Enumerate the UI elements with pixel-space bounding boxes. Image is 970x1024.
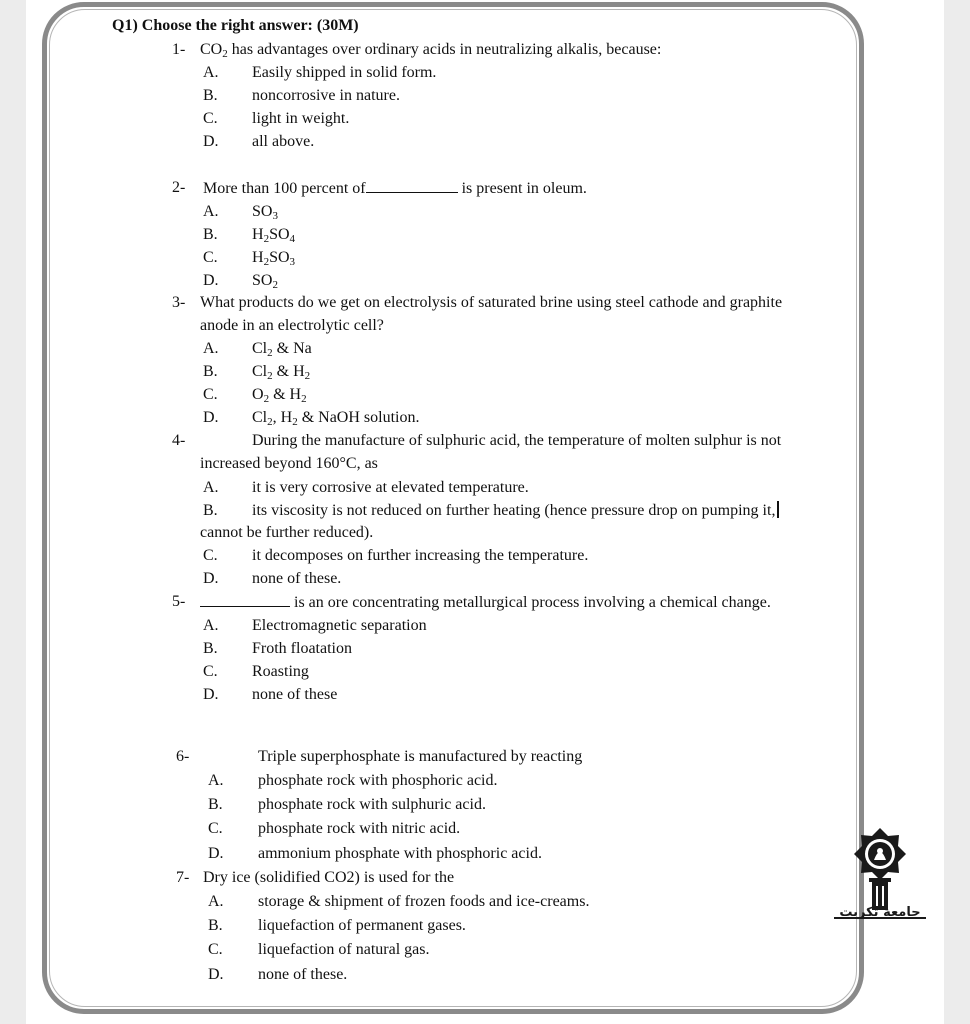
university-logo-icon: [832, 822, 928, 932]
question-5-stem: [200, 592, 771, 613]
question-number: 6-: [176, 748, 190, 765]
question-number: 2-: [172, 179, 186, 196]
option-text: $O_2$ & $H_2$: [252, 386, 307, 405]
question-2-stem: [203, 178, 587, 199]
question-7-stem: Dry ice (solidified CO2) is used for the: [203, 869, 455, 886]
option-letter: A.: [208, 772, 224, 789]
option-letter: D.: [208, 845, 224, 862]
question-number: 1-: [172, 41, 186, 58]
option-letter: B.: [208, 917, 223, 934]
text-cursor: [777, 501, 779, 518]
option-letter: A.: [203, 479, 219, 496]
option-letter: B.: [203, 87, 218, 104]
option-text: Easily shipped in solid form.: [252, 64, 437, 81]
option-letter: A.: [208, 893, 224, 910]
option-text: phosphate rock with nitric acid.: [258, 820, 461, 837]
option-text: $SO_2$: [252, 272, 278, 291]
stem-text: is present in oleum.: [457, 180, 587, 197]
option-text: Electromagnetic separation: [252, 617, 427, 634]
question-6-stem: Triple superphosphate is manufactured by reacting: [258, 748, 583, 765]
exam-title: Q1) Choose the right answer: (30M): [112, 17, 359, 34]
option-text: all above.: [252, 133, 315, 150]
answer-blank: [200, 592, 290, 607]
option-letter: A.: [203, 340, 219, 357]
option-text: phosphate rock with sulphuric acid.: [258, 796, 486, 813]
option-letter: B.: [203, 640, 218, 657]
stem-text: CO: [200, 41, 223, 58]
option-text: phosphate rock with phosphoric acid.: [258, 772, 498, 789]
option-letter: C.: [208, 820, 223, 837]
question-4-stem: During the manufacture of sulphuric acid, the temperature of molten sulphur is not: [252, 432, 782, 449]
option-text: Roasting: [252, 663, 309, 680]
stem-text: is an ore concentrating metallurgical process involving a chemical change.: [294, 594, 771, 611]
option-text: none of these.: [252, 570, 342, 587]
option-letter: C.: [203, 663, 218, 680]
option-letter: C.: [203, 386, 218, 403]
option-letter: D.: [203, 133, 219, 150]
option-text: $H_2SO_4$: [252, 226, 296, 245]
university-logo-icon: [832, 822, 928, 932]
option-letter: B.: [208, 796, 223, 813]
logo-text: جامعة تكريت: [839, 905, 921, 920]
option-letter: A.: [203, 64, 219, 81]
option-letter: A.: [203, 203, 219, 220]
option-letter: D.: [203, 686, 219, 703]
option-text: $Cl_2$ & Na: [252, 340, 312, 359]
option-letter: C.: [203, 547, 218, 564]
option-letter: D.: [203, 272, 219, 289]
option-text: storage & shipment of frozen foods and ice-creams.: [258, 893, 590, 910]
option-text: none of these: [252, 686, 338, 703]
question-3-stem: What products do we get on electrolysis of saturated brine using steel cathode and graphite: [200, 294, 783, 311]
subscript: 2: [222, 48, 228, 60]
stem-text: More than 100 percent of: [203, 180, 366, 197]
question-1: [172, 40, 185, 60]
question-4-stem-cont: increased beyond 160°C, as: [200, 455, 378, 472]
option-text: liquefaction of natural gas.: [258, 941, 430, 958]
option-text-cont: cannot be further reduced).: [200, 524, 374, 541]
option-letter: D.: [203, 409, 219, 426]
option-text: $Cl_2$ & $H_2$: [252, 363, 311, 382]
option-text: light in weight.: [252, 110, 350, 127]
option-text: $SO_3$: [252, 203, 278, 222]
option-text: $Cl_2$, $H_2$ & NaOH solution.: [252, 409, 420, 428]
option-text: its viscosity is not reduced on further heating (hence pressure drop on pumping it,: [252, 501, 779, 521]
question-3-stem-cont: anode in an electrolytic cell?: [200, 317, 384, 334]
option-text: Froth floatation: [252, 640, 352, 657]
option-letter: A.: [203, 617, 219, 634]
option-text: none of these.: [258, 966, 348, 983]
option-letter: C.: [203, 110, 218, 127]
option-text: noncorrosive in nature.: [252, 87, 400, 104]
option-text: it decomposes on further increasing the temperature.: [252, 547, 589, 564]
option-letter: D.: [203, 570, 219, 587]
question-number: 7-: [176, 869, 190, 886]
option-letter: B.: [203, 226, 218, 243]
option-text: ammonium phosphate with phosphoric acid.: [258, 845, 542, 862]
option-letter: C.: [208, 941, 223, 958]
question-number: 5-: [172, 593, 186, 610]
option-letter: D.: [208, 966, 224, 983]
question-1-stem: [200, 40, 661, 60]
option-text: liquefaction of permanent gases.: [258, 917, 466, 934]
question-number: 4-: [172, 432, 186, 449]
option-letter: C.: [203, 249, 218, 266]
answer-blank: [366, 178, 458, 193]
option-text: $H_2SO_3$: [252, 249, 296, 268]
question-number: 3-: [172, 294, 186, 311]
stem-text: has advantages over ordinary acids in neutralizing alkalis, because:: [227, 41, 662, 58]
option-text: it is very corrosive at elevated temperature.: [252, 479, 529, 496]
option-letter: B.: [203, 363, 218, 380]
option-letter: B.: [203, 502, 218, 519]
